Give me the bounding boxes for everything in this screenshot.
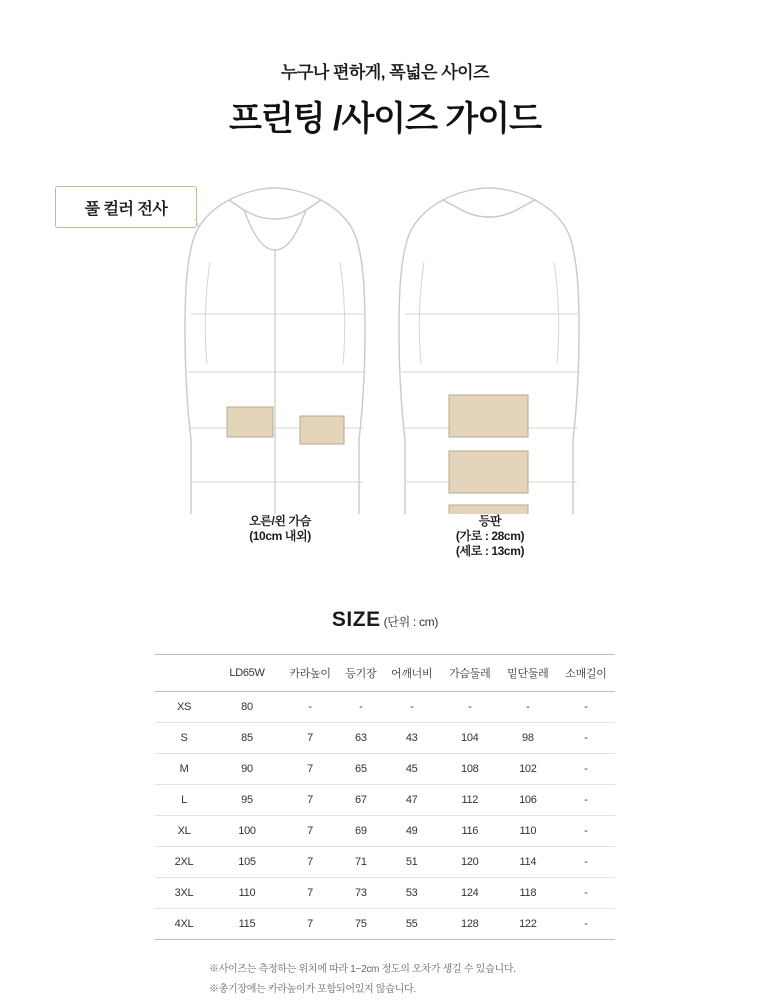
row-cell: 104	[441, 723, 499, 754]
size-table-body	[155, 692, 615, 940]
row-cell: 95	[213, 785, 281, 816]
print-area-right-chest	[300, 416, 344, 444]
row-cell: -	[383, 692, 441, 723]
row-cell: 49	[383, 816, 441, 847]
row-cell: 51	[383, 847, 441, 878]
row-cell: -	[557, 723, 615, 754]
header-cell-0: LD65W	[213, 655, 281, 692]
row-cell: 63	[339, 723, 383, 754]
table-row	[155, 754, 615, 785]
size-unit-label: (단위 : cm)	[383, 615, 439, 629]
row-label: XL	[155, 816, 213, 847]
size-heading: SIZE	[331, 608, 381, 631]
row-cell: -	[339, 692, 383, 723]
size-note-1: ※사이즈는 측정하는 위치에 따라 1~2cm 정도의 오차가 생길 수 있습니다.	[209, 964, 516, 975]
row-cell: 75	[339, 909, 383, 940]
size-note-2: ※총기장에는 카라높이가 포함되어있지 않습니다.	[209, 984, 416, 995]
row-label: 2XL	[155, 847, 213, 878]
print-area-back-2	[449, 451, 528, 493]
row-cell: 116	[441, 816, 499, 847]
row-cell: -	[557, 816, 615, 847]
row-cell: 67	[339, 785, 383, 816]
row-cell: 122	[499, 909, 557, 940]
size-notes	[155, 960, 615, 1000]
row-cell: -	[499, 692, 557, 723]
row-cell: -	[281, 692, 339, 723]
row-cell: 7	[281, 878, 339, 909]
row-cell: 55	[383, 909, 441, 940]
row-cell: 7	[281, 723, 339, 754]
row-cell: 45	[383, 754, 441, 785]
row-cell: 65	[339, 754, 383, 785]
row-cell: 102	[499, 754, 557, 785]
row-cell: 7	[281, 785, 339, 816]
size-table	[155, 654, 615, 940]
vest-diagram-svg	[0, 164, 770, 514]
row-label: L	[155, 785, 213, 816]
row-label: 3XL	[155, 878, 213, 909]
row-cell: 108	[441, 754, 499, 785]
garment-illustration	[0, 164, 770, 514]
row-cell: -	[557, 785, 615, 816]
header-cell-4: 가슴둘레	[441, 655, 499, 692]
table-row	[155, 878, 615, 909]
print-area-back-3	[449, 505, 528, 514]
header-cell-5: 밑단둘레	[499, 655, 557, 692]
page-header	[0, 0, 770, 140]
row-cell: -	[557, 847, 615, 878]
front-print-caption	[195, 514, 365, 544]
row-cell: 73	[339, 878, 383, 909]
header-cell-1: 카라높이	[281, 655, 339, 692]
row-cell: 90	[213, 754, 281, 785]
row-cell: 124	[441, 878, 499, 909]
row-cell: -	[557, 909, 615, 940]
page-title: 프린팅 /사이즈 가이드	[229, 100, 541, 138]
row-cell: 7	[281, 847, 339, 878]
row-cell: 7	[281, 754, 339, 785]
row-cell: -	[441, 692, 499, 723]
row-cell: 80	[213, 692, 281, 723]
row-label: XS	[155, 692, 213, 723]
table-row	[155, 723, 615, 754]
row-cell: 118	[499, 878, 557, 909]
row-cell: 7	[281, 909, 339, 940]
row-cell: 98	[499, 723, 557, 754]
size-section-header	[0, 608, 770, 632]
header-cell-3: 어깨너비	[383, 655, 441, 692]
row-cell: 106	[499, 785, 557, 816]
row-cell: 47	[383, 785, 441, 816]
row-cell: 69	[339, 816, 383, 847]
header-cell-2: 등기장	[339, 655, 383, 692]
front-print-caption-line2: (10cm 내외)	[249, 529, 311, 543]
size-table-wrap	[155, 654, 615, 940]
row-label: M	[155, 754, 213, 785]
header-cell-blank	[155, 655, 213, 692]
row-cell: 53	[383, 878, 441, 909]
row-cell: -	[557, 754, 615, 785]
back-print-caption	[405, 514, 575, 559]
print-area-left-chest	[227, 407, 273, 437]
row-cell: 7	[281, 816, 339, 847]
page-subtitle: 누구나 편하게, 폭넓은 사이즈	[281, 63, 489, 82]
row-cell: 43	[383, 723, 441, 754]
print-method-callout-label: 풀 컬러 전사	[84, 200, 168, 218]
row-cell: 120	[441, 847, 499, 878]
row-cell: 100	[213, 816, 281, 847]
row-cell: 71	[339, 847, 383, 878]
row-cell: 112	[441, 785, 499, 816]
table-row	[155, 692, 615, 723]
row-cell: 110	[213, 878, 281, 909]
size-table-head	[155, 655, 615, 692]
illustration-captions	[0, 514, 770, 584]
table-row	[155, 816, 615, 847]
table-row	[155, 785, 615, 816]
print-area-back-1	[449, 395, 528, 437]
row-label: S	[155, 723, 213, 754]
back-print-caption-line1: 등판	[478, 514, 502, 528]
row-cell: 110	[499, 816, 557, 847]
row-cell: 85	[213, 723, 281, 754]
row-cell: 114	[499, 847, 557, 878]
row-cell: -	[557, 878, 615, 909]
row-cell: 105	[213, 847, 281, 878]
back-print-caption-line3: (세로 : 13cm)	[455, 544, 525, 558]
table-row	[155, 909, 615, 940]
row-cell: 115	[213, 909, 281, 940]
vest-front	[185, 188, 366, 514]
row-cell: 128	[441, 909, 499, 940]
header-cell-6: 소매길이	[557, 655, 615, 692]
row-label: 4XL	[155, 909, 213, 940]
row-cell: -	[557, 692, 615, 723]
back-print-caption-line2: (가로 : 28cm)	[455, 529, 525, 543]
table-header-row	[155, 655, 615, 692]
table-row	[155, 847, 615, 878]
front-print-caption-line1: 오른/왼 가슴	[249, 514, 311, 528]
